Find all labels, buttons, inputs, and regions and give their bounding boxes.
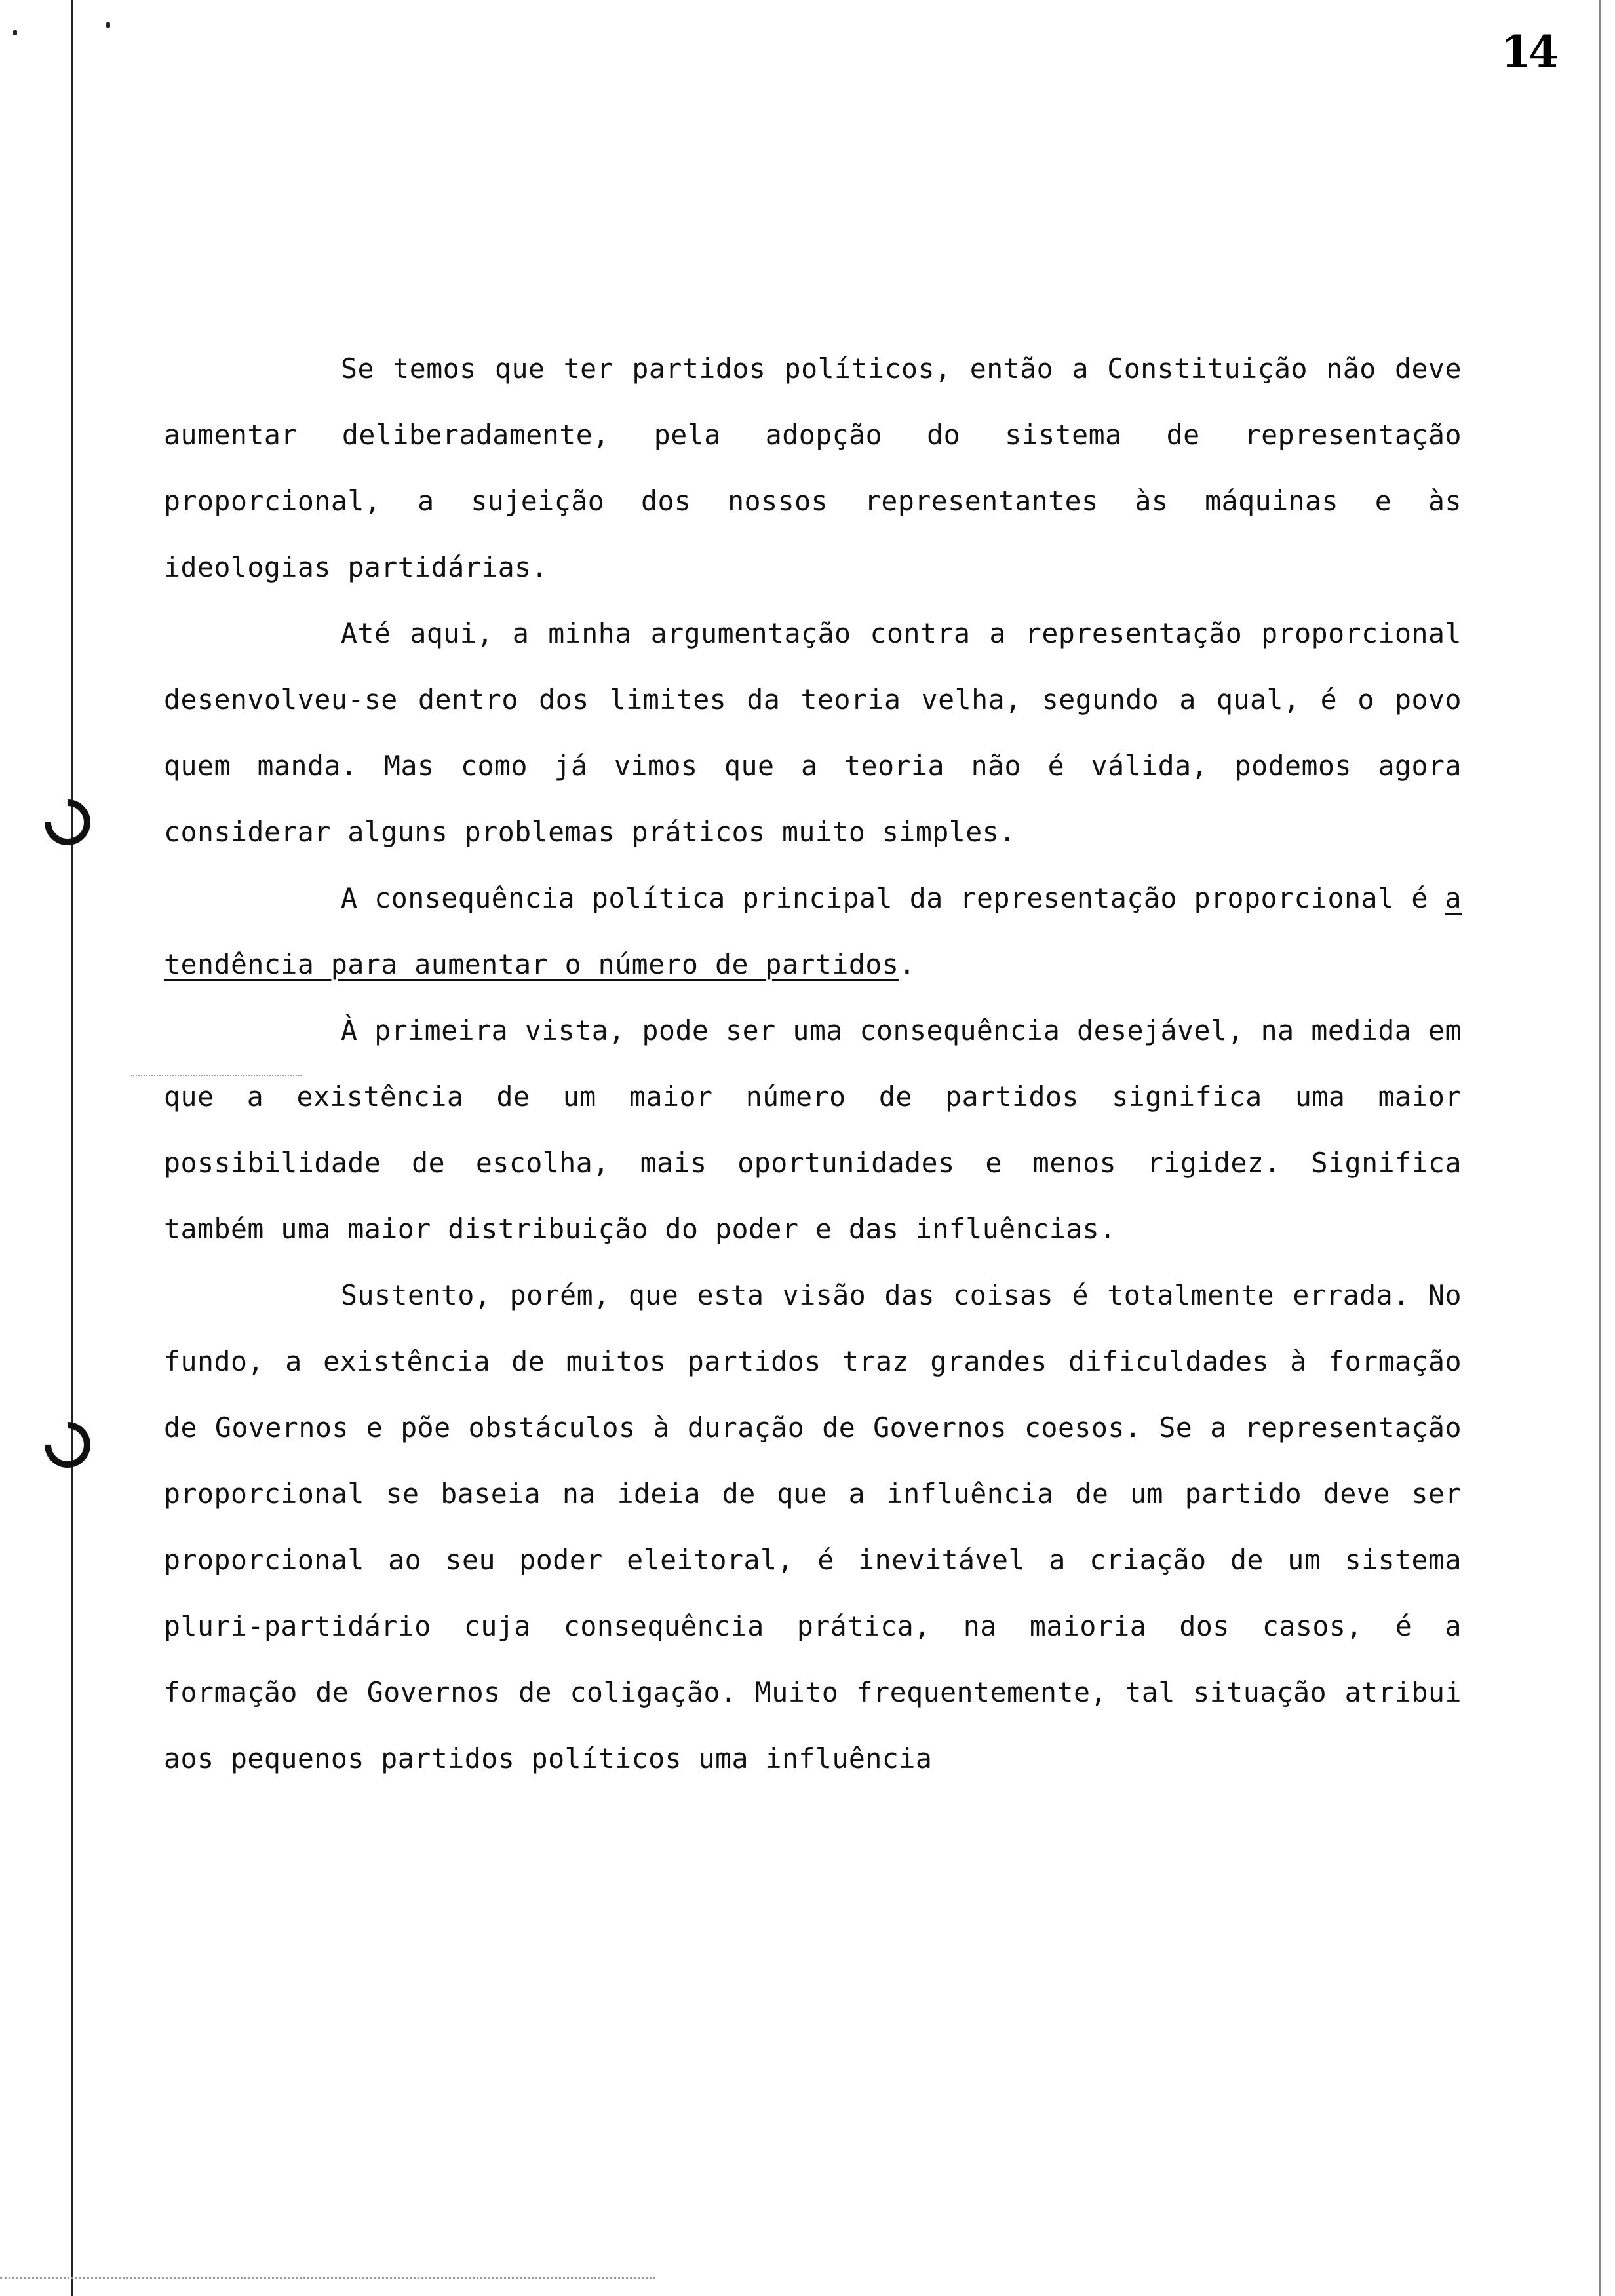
paragraph-1: Se temos que ter partidos políticos, então a Constituição não deve aumentar deliberadamente, pela adopção do sistema de representação proporcional, a sujeição dos nossos representantes às máquinas e às ideologias partidárias.	[164, 353, 1462, 583]
paragraph-3-end: .	[899, 948, 916, 980]
paragraph-3	[164, 865, 1462, 997]
scan-speck	[106, 22, 110, 28]
page-number: 14	[1501, 26, 1556, 77]
paragraph-2: Até aqui, a minha argumentação contra a representação proporcional desenvolveu-se dentro dos limites da teoria velha, segundo a qual, é o povo quem manda. Mas como já vimos que a teoria não é válida, podemos agora considerar alguns problemas práticos muito simples.	[164, 617, 1462, 848]
document-body	[164, 335, 1462, 1791]
paragraph-4: À primeira vista, pode ser uma consequência desejável, na medida em que a existência de um maior número de partidos significa uma maior possibilidade de escolha, mais oportunidades e menos rigidez. Significa também uma maior distribuição do poder e das influências.	[164, 1014, 1462, 1245]
page-right-edge	[1599, 0, 1601, 2296]
punch-hole-mark	[35, 790, 100, 855]
binding-margin-line	[71, 0, 73, 2296]
bottom-scan-marks	[0, 2277, 655, 2279]
scan-speck	[13, 30, 17, 35]
paragraph-3-lead: A consequência política principal da representação proporcional é	[341, 882, 1445, 914]
underlined-thesis: a tendência para aumentar o número de partidos	[164, 882, 1462, 980]
paragraph-5: Sustento, porém, que esta visão das coisas é totalmente errada. No fundo, a existência de muitos partidos traz grandes dificuldades à formação de Governos e põe obstáculos à duração de Governos coesos. Se a representação proporcional se baseia na ideia de que a influência de um partido deve ser proporcional ao seu poder eleitoral, é inevitável a criação de um sistema pluri-partidário cuja consequência prática, na maioria dos casos, é a formação de Governos de coligação. Muito frequentemente, tal situação atribui aos pequenos partidos políticos uma influência	[164, 1279, 1462, 1774]
punch-hole-mark	[35, 1413, 100, 1478]
